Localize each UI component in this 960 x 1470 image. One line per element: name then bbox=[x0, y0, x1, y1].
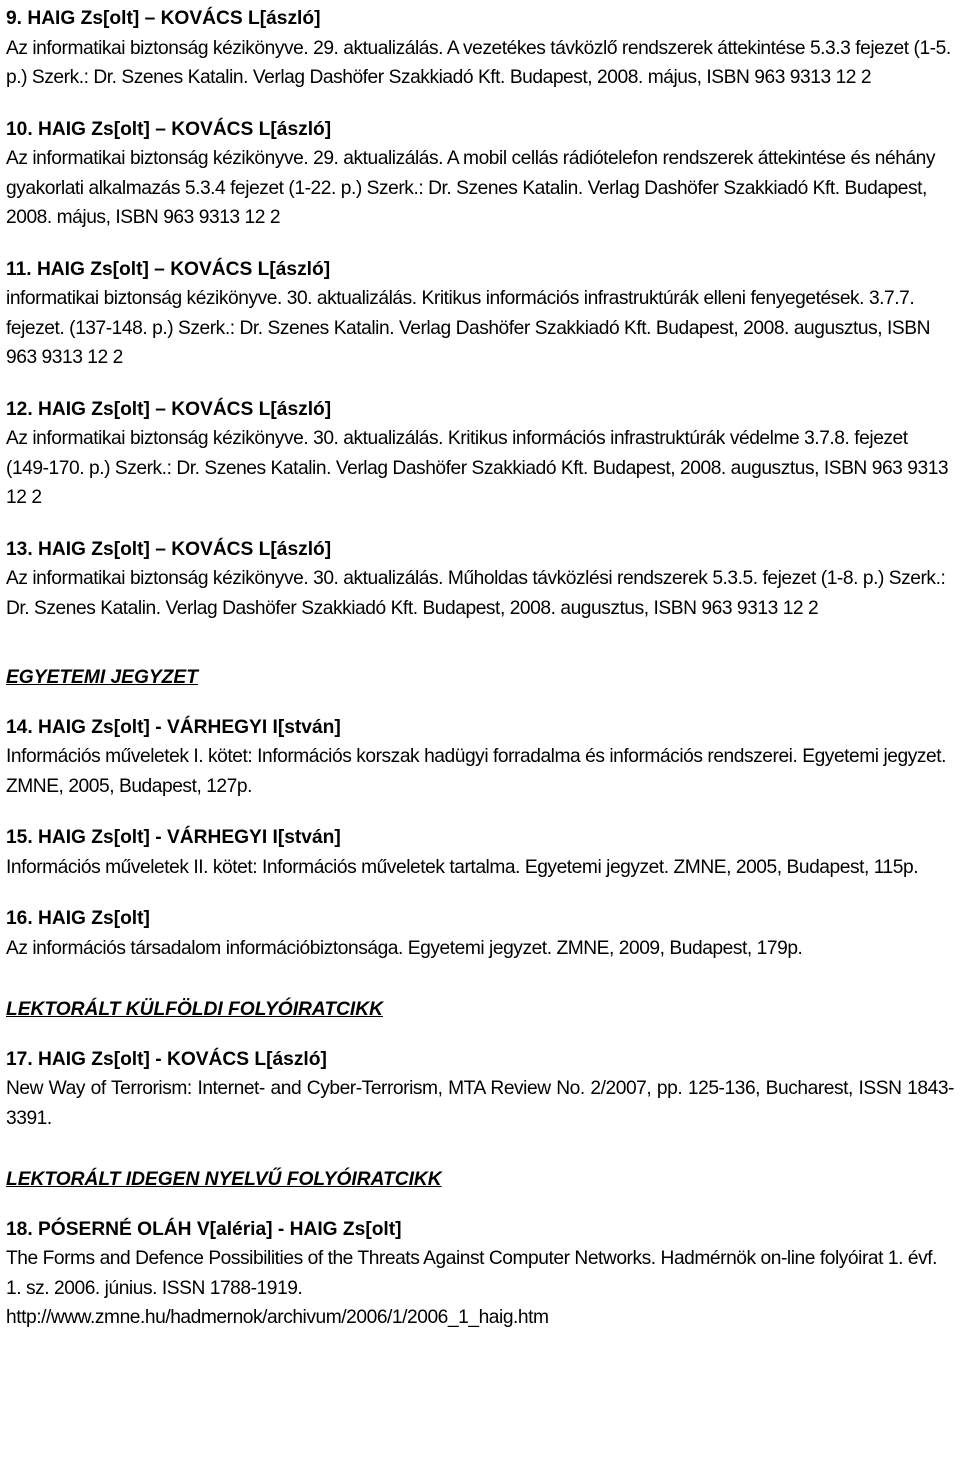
bibliography-entry bbox=[6, 1045, 954, 1134]
entry-title: 10. HAIG Zs[olt] – KOVÁCS L[ászló] bbox=[6, 118, 332, 140]
bibliography-entry bbox=[6, 713, 954, 802]
entry-text: Információs műveletek II. kötet: Információs műveletek tartalma. Egyetemi jegyzet. ZMNE, 2005, Budapest, 115p. bbox=[6, 856, 919, 878]
entry-title: 18. PÓSERNÉ OLÁH V[aléria] - HAIG Zs[olt] bbox=[6, 1218, 402, 1240]
entry-title: 12. HAIG Zs[olt] – KOVÁCS L[ászló] bbox=[6, 398, 332, 420]
bibliography-entry bbox=[6, 823, 954, 882]
bibliography-entry bbox=[6, 115, 954, 233]
entry-title: 16. HAIG Zs[olt] bbox=[6, 908, 150, 929]
bibliography-entry bbox=[6, 535, 954, 624]
bibliography-entry bbox=[6, 904, 954, 963]
entry-text: Az informatikai biztonság kézikönyve. 29. aktualizálás. A mobil cellás rádiótelefon rendszerek áttekintése és néhány gyakorlati alkalmazás 5.3.4 fejezet (1-22. p.) Szerk.: Dr. Szenes Katalin. Verlag Dashöfer Szakkiadó Kft. Budapest, 2008. május, ISBN 963 9313 12 2 bbox=[6, 148, 936, 228]
entry-text: Az informatikai biztonság kézikönyve. 30. aktualizálás. Kritikus információs infrastruktúrák védelme 3.7.8. fejezet (149-170. p.) Szerk.: Dr. Szenes Katalin. Verlag Dashöfer Szakkiadó Kft. Budapest, 2008. augusztus, ISBN 963 9313 12 2 bbox=[6, 428, 949, 508]
entry-text: Információs műveletek I. kötet: Információs korszak hadügyi forradalma és információs rendszerei. Egyetemi jegyzet. ZMNE, 2005, Budapest, 127p. bbox=[6, 746, 947, 797]
entry-text: The Forms and Defence Possibilities of the Threats Against Computer Networks. Hadmérnök on-line folyóirat 1. évf. 1. sz. 2006. június. ISSN 1788-1919. bbox=[6, 1248, 938, 1299]
entry-text: informatikai biztonság kézikönyve. 30. aktualizálás. Kritikus információs infrastruktúrák elleni fenyegetések. 3.7.7. fejezet. (137-148. p.) Szerk.: Dr. Szenes Katalin. Verlag Dashöfer Szakkiadó Kft. Budapest, 2008. augusztus, ISBN 963 9313 12 2 bbox=[6, 288, 930, 368]
section-heading: LEKTORÁLT IDEGEN NYELVŰ FOLYÓIRATCIKK bbox=[6, 1169, 442, 1190]
entry-text: New Way of Terrorism: Internet- and Cyber-Terrorism, MTA Review No. 2/2007, pp. 125-136, Bucharest, ISSN 1843-3391. bbox=[6, 1078, 954, 1129]
entry-text: Az információs társadalom információbiztonsága. Egyetemi jegyzet. ZMNE, 2009, Budapest, 179p. bbox=[6, 937, 803, 959]
section-heading: EGYETEMI JEGYZET bbox=[6, 667, 198, 688]
entry-text: Az informatikai biztonság kézikönyve. 29. aktualizálás. A vezetékes távközlő rendszerek áttekintése 5.3.3 fejezet (1-5. p.) Szerk.: Dr. Szenes Katalin. Verlag Dashöfer Szakkiadó Kft. Budapest, 2008. május, ISBN 963 9313 12 2 bbox=[6, 37, 951, 88]
entry-title: 15. HAIG Zs[olt] - VÁRHEGYI I[stván] bbox=[6, 827, 341, 848]
bibliography-entry bbox=[6, 255, 954, 373]
entry-title: 11. HAIG Zs[olt] – KOVÁCS L[ászló] bbox=[6, 258, 331, 280]
bibliography-entry bbox=[6, 395, 954, 513]
entry-text: Az informatikai biztonság kézikönyve. 30. aktualizálás. Műholdas távközlési rendszerek 5.3.5. fejezet (1-8. p.) Szerk.: Dr. Szenes Katalin. Verlag Dashöfer Szakkiadó Kft. Budapest, 2008. augusztus, ISBN 963 9313 12 2 bbox=[6, 568, 946, 619]
entry-title: 13. HAIG Zs[olt] – KOVÁCS L[ászló] bbox=[6, 538, 332, 560]
bibliography-entry bbox=[6, 4, 954, 93]
entry-title: 17. HAIG Zs[olt] - KOVÁCS L[ászló] bbox=[6, 1048, 327, 1070]
section-heading: LEKTORÁLT KÜLFÖLDI FOLYÓIRATCIKK bbox=[6, 999, 383, 1020]
entry-title: 9. HAIG Zs[olt] – KOVÁCS L[ászló] bbox=[6, 8, 321, 29]
bibliography-entry bbox=[6, 1215, 954, 1333]
entry-url[interactable]: http://www.zmne.hu/hadmernok/archivum/2006/1/2006_1_haig.htm bbox=[6, 1307, 549, 1328]
entry-title: 14. HAIG Zs[olt] - VÁRHEGYI I[stván] bbox=[6, 716, 341, 738]
